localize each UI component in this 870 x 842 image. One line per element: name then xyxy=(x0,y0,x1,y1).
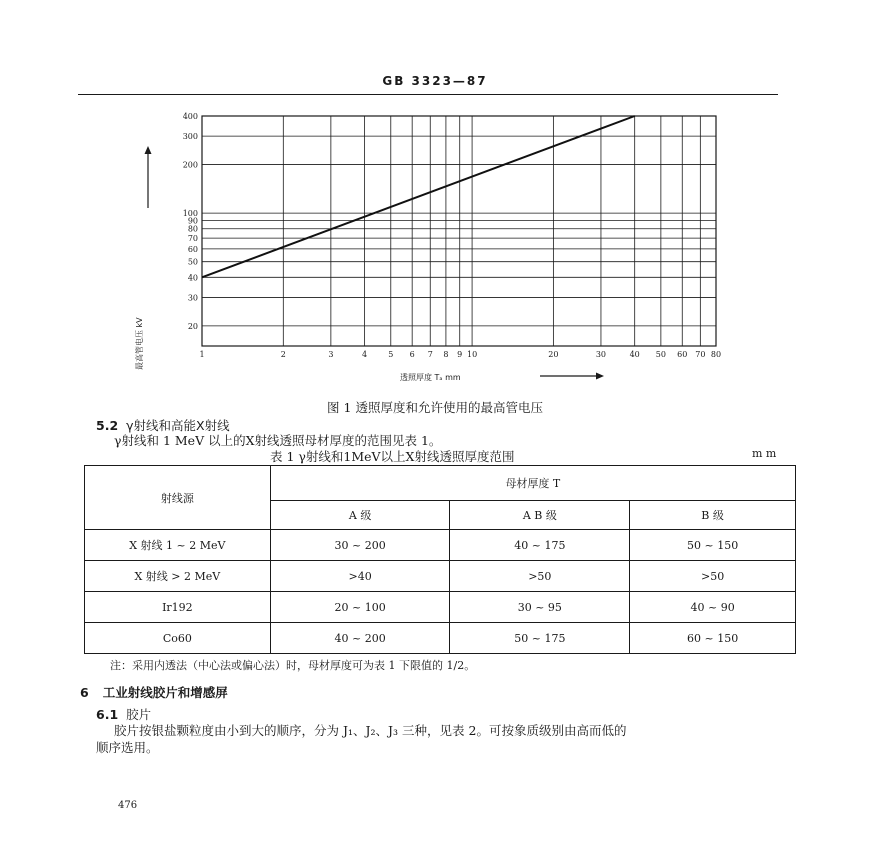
y-axis-label: 最高管电压 kV xyxy=(135,317,144,370)
x-axis-label-group xyxy=(400,372,604,382)
section-number: 6.1 xyxy=(96,707,119,722)
cell-source: X 射线 1 ~ 2 MeV xyxy=(85,530,271,561)
cell-source: X 射线 > 2 MeV xyxy=(85,561,271,592)
page-number: 476 xyxy=(118,800,138,811)
x-tick-label: 70 xyxy=(695,350,706,359)
col-header-thickness: 母材厚度 T xyxy=(270,466,795,501)
plot-frame xyxy=(202,116,716,346)
y-tick-label: 70 xyxy=(187,234,198,244)
cell-b: 60 ~ 150 xyxy=(630,623,796,654)
x-tick-label: 80 xyxy=(710,350,722,359)
y-tick-label: 50 xyxy=(187,257,198,267)
y-axis-arrowhead xyxy=(145,146,152,154)
section-title: 胶片 xyxy=(126,707,152,722)
y-tick-label: 300 xyxy=(182,132,198,142)
cell-a: 30 ~ 200 xyxy=(270,530,450,561)
y-tick-label: 20 xyxy=(187,321,198,331)
section-6-1-text-line2: 顺序选用。 xyxy=(96,740,159,755)
section-6-1-text-line1: 胶片按银盐颗粒度由小到大的顺序，分为 J₁、J₂、J₃ 三种，见表 2。可按象质级别由高而低的 xyxy=(114,723,627,738)
standard-code: GB 3323—87 xyxy=(382,74,488,88)
y-tick-label: 40 xyxy=(187,273,198,283)
cell-ab: 50 ~ 175 xyxy=(450,623,630,654)
table-row xyxy=(85,623,796,654)
section-title: 工业射线胶片和增感屏 xyxy=(102,685,228,700)
x-tick-label: 50 xyxy=(655,350,666,359)
y-tick-label: 30 xyxy=(187,293,198,303)
table-1-note: 注：采用内透法（中心法或偏心法）时，母材厚度可为表 1 下限值的 1/2。 xyxy=(110,659,476,672)
x-tick-label: 60 xyxy=(677,350,688,359)
x-tick-label: 5 xyxy=(388,350,394,359)
figure-1-chart xyxy=(130,108,730,394)
y-tick-label: 90 xyxy=(187,216,198,226)
cell-a: >40 xyxy=(270,561,450,592)
series-line xyxy=(202,116,635,277)
table-row xyxy=(85,530,796,561)
cell-b: 50 ~ 150 xyxy=(630,530,796,561)
chart-grid xyxy=(202,116,716,346)
table-1 xyxy=(84,465,796,654)
x-tick-label: 4 xyxy=(362,350,368,359)
cell-source: Ir192 xyxy=(85,592,271,623)
section-title: γ射线和高能X射线 xyxy=(126,418,230,433)
col-header-grade-b: B 级 xyxy=(630,501,796,530)
y-tick-label: 100 xyxy=(182,209,198,219)
cell-a: 40 ~ 200 xyxy=(270,623,450,654)
table-row xyxy=(85,561,796,592)
cell-ab: 30 ~ 95 xyxy=(450,592,630,623)
section-number: 6 xyxy=(80,685,89,700)
x-axis-label: 透照厚度 Tₐ mm xyxy=(400,373,461,382)
x-tick-label: 40 xyxy=(629,350,640,359)
col-header-grade-ab: A B 级 xyxy=(450,501,630,530)
chart-series xyxy=(202,116,635,277)
cell-b: >50 xyxy=(630,561,796,592)
x-tick-label: 1 xyxy=(199,350,205,359)
cell-source: Co60 xyxy=(85,623,271,654)
figure-caption: 图 1 透照厚度和允许使用的最高管电压 xyxy=(327,400,543,415)
x-tick-label: 30 xyxy=(595,350,607,359)
header-rule xyxy=(78,94,778,95)
section-5-2-text: γ射线和 1 MeV 以上的X射线透照母材厚度的范围见表 1。 xyxy=(114,433,442,448)
x-tick-label: 9 xyxy=(457,350,463,359)
cell-a: 20 ~ 100 xyxy=(270,592,450,623)
table-1-unit: m m xyxy=(752,447,777,460)
section-6-heading xyxy=(80,683,228,701)
col-header-source: 射线源 xyxy=(85,466,271,530)
x-axis-arrowhead xyxy=(596,373,604,380)
chart-tick-labels xyxy=(183,112,721,359)
y-axis-label-group xyxy=(134,146,152,370)
x-tick-label: 8 xyxy=(443,350,449,359)
cell-b: 40 ~ 90 xyxy=(630,592,796,623)
x-tick-label: 20 xyxy=(548,350,559,359)
table-1-caption: 表 1 γ射线和1MeV以上X射线透照厚度范围 xyxy=(270,449,515,464)
section-number: 5.2 xyxy=(96,418,119,433)
y-tick-label: 400 xyxy=(182,112,198,121)
cell-ab: >50 xyxy=(450,561,630,592)
table-row xyxy=(85,592,796,623)
col-header-grade-a: A 级 xyxy=(270,501,450,530)
cell-ab: 40 ~ 175 xyxy=(450,530,630,561)
y-tick-label: 60 xyxy=(187,244,198,254)
x-tick-label: 3 xyxy=(328,350,334,359)
x-tick-label: 7 xyxy=(427,350,433,359)
y-tick-label: 80 xyxy=(187,224,198,234)
x-tick-label: 2 xyxy=(280,350,286,359)
x-tick-label: 10 xyxy=(466,350,478,359)
x-tick-label: 6 xyxy=(409,350,415,359)
y-tick-label: 200 xyxy=(182,160,198,170)
